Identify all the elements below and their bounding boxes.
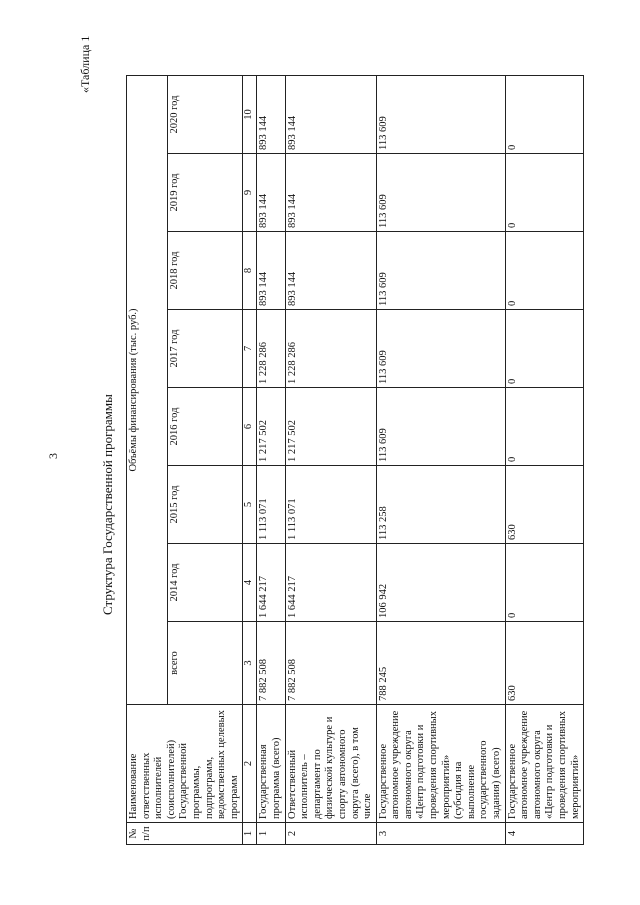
row-num: 3 (376, 823, 505, 845)
column-index-row (243, 76, 257, 845)
column-index: 5 (243, 466, 257, 544)
row-value: 106 942 (376, 544, 505, 622)
table-title: Структура Государственной программы (100, 394, 115, 615)
row-value: 893 144 (285, 154, 376, 232)
row-value: 0 (505, 76, 584, 154)
column-index: 6 (243, 388, 257, 466)
table-row (505, 76, 584, 845)
row-value: 0 (505, 310, 584, 388)
row-value: 0 (505, 388, 584, 466)
row-name: Государственная программа (всего) (257, 705, 285, 823)
row-value: 1 217 502 (257, 388, 285, 466)
header-year-2020: 2020 год (168, 76, 243, 154)
row-value: 113 258 (376, 466, 505, 544)
column-index: 3 (243, 622, 257, 705)
column-index: 9 (243, 154, 257, 232)
row-value: 893 144 (257, 154, 285, 232)
header-row-1 (127, 76, 168, 845)
row-value: 113 609 (376, 154, 505, 232)
column-index: 10 (243, 76, 257, 154)
row-total: 7 882 508 (257, 622, 285, 705)
column-index: 8 (243, 232, 257, 310)
row-value: 1 228 286 (285, 310, 376, 388)
row-num: 4 (505, 823, 584, 845)
row-value: 1 113 071 (257, 466, 285, 544)
row-value: 113 609 (376, 388, 505, 466)
column-index: 4 (243, 544, 257, 622)
header-total: всего (168, 622, 243, 705)
header-year-2018: 2018 год (168, 232, 243, 310)
header-name: Наименование ответственных исполнителей (соисполнителей) Государственной программы, подпрограмм, ведомственных целевых программ (127, 705, 243, 823)
header-year-2019: 2019 год (168, 154, 243, 232)
column-index: 7 (243, 310, 257, 388)
row-total: 788 245 (376, 622, 505, 705)
row-value: 893 144 (285, 76, 376, 154)
row-name: Государственное автономное учреждение автономного округа «Центр подготовки и проведения спортивных мероприятий» (505, 705, 584, 823)
row-total: 630 (505, 622, 584, 705)
row-name: Ответственный исполнитель – департамент по физической культуре и спорту автономного округа (всего), в том числе (285, 705, 376, 823)
column-index: 2 (243, 705, 257, 823)
row-value: 630 (505, 466, 584, 544)
table-row (285, 76, 376, 845)
row-value: 1 113 071 (285, 466, 376, 544)
header-year-2014: 2014 год (168, 544, 243, 622)
column-index: 1 (243, 823, 257, 845)
table-note: «Таблица 1 (78, 35, 92, 93)
row-total: 7 882 508 (285, 622, 376, 705)
row-value: 1 644 217 (257, 544, 285, 622)
header-year-2015: 2015 год (168, 466, 243, 544)
header-year-2017: 2017 год (168, 310, 243, 388)
row-value: 113 609 (376, 310, 505, 388)
row-value: 1 644 217 (285, 544, 376, 622)
row-value: 893 144 (285, 232, 376, 310)
row-value: 893 144 (257, 232, 285, 310)
header-funding-group: Объёмы финансирования (тыс. руб.) (127, 76, 168, 705)
row-value: 1 217 502 (285, 388, 376, 466)
row-value: 0 (505, 154, 584, 232)
row-name: Государственное автономное учреждение автономного округа «Центр подготовки и проведения спортивных мероприятий» (субсидия на выполнение государственного задания) (всего) (376, 705, 505, 823)
row-num: 2 (285, 823, 376, 845)
program-structure-table (126, 75, 584, 845)
row-value: 893 144 (257, 76, 285, 154)
header-num: № п/п (127, 823, 243, 845)
header-year-2016: 2016 год (168, 388, 243, 466)
row-value: 0 (505, 232, 584, 310)
page-number: 3 (46, 453, 60, 459)
row-value: 0 (505, 544, 584, 622)
row-value: 1 228 286 (257, 310, 285, 388)
row-value: 113 609 (376, 76, 505, 154)
row-num: 1 (257, 823, 285, 845)
row-value: 113 609 (376, 232, 505, 310)
table-row (376, 76, 505, 845)
table-row (257, 76, 285, 845)
